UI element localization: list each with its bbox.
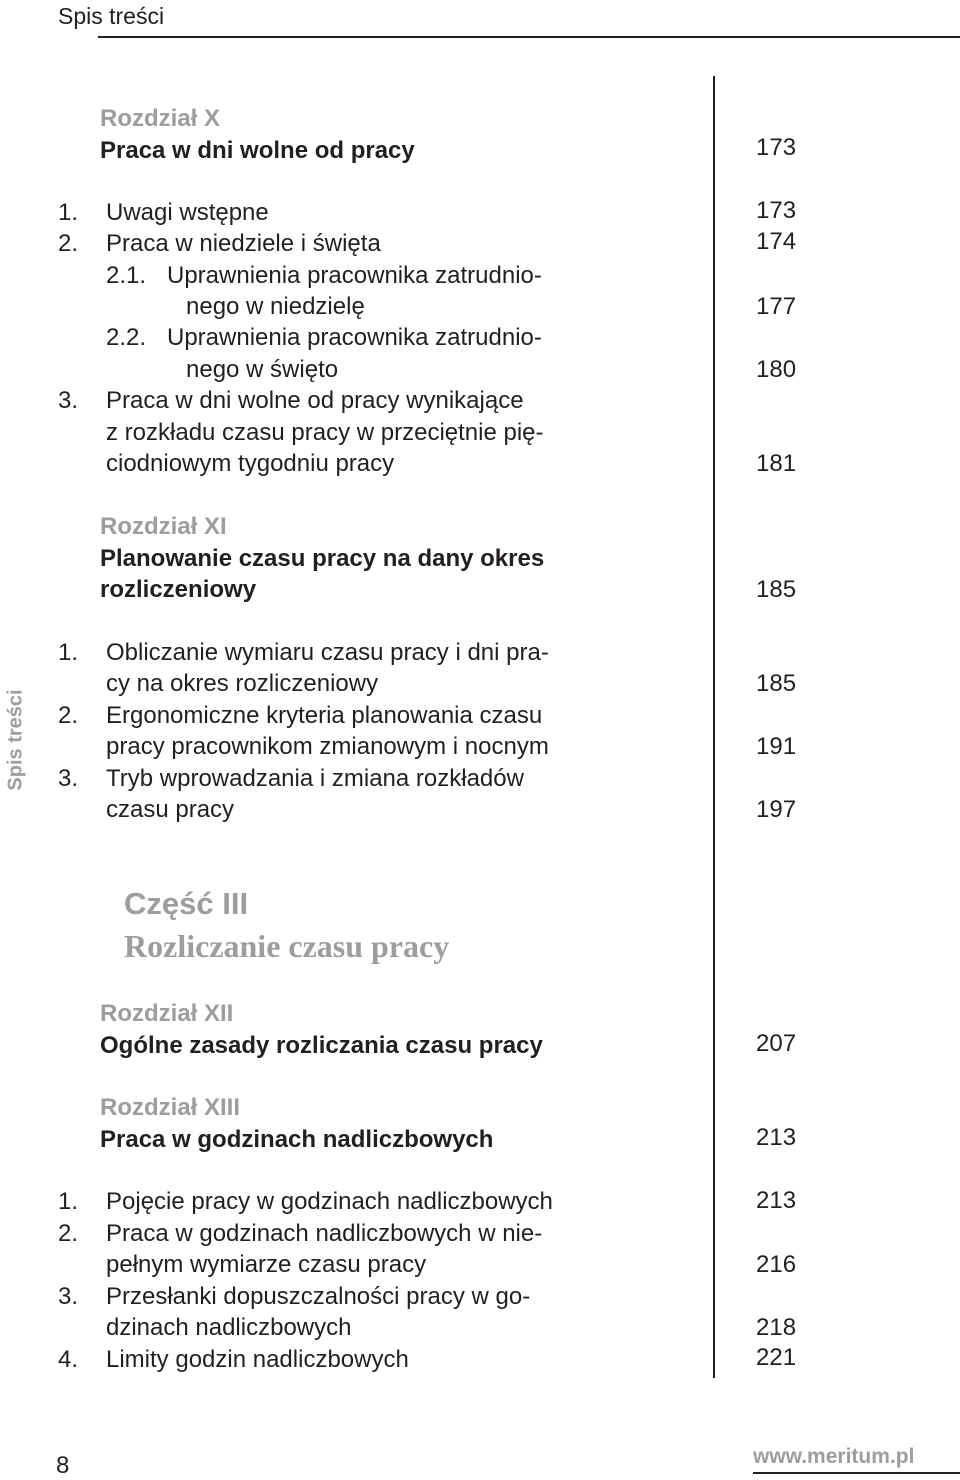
item-number: 2. xyxy=(58,230,79,257)
chapter-xi-label: Rozdział XI xyxy=(100,513,227,540)
chapter-xii-label: Rozdział XII xyxy=(100,1000,234,1027)
toc-entry-text: cy na okres rozliczeniowy xyxy=(106,670,379,697)
chapter-xii-page: 207 xyxy=(756,1030,797,1057)
running-header: Spis treści xyxy=(58,3,165,29)
part-number: Część III xyxy=(124,886,249,921)
page-number-column-divider xyxy=(713,76,715,1378)
toc-entry-text: Praca w godzinach nadliczbowych w nie- xyxy=(106,1220,543,1247)
toc-entry-text: Uprawnienia pracownika zatrudnio- xyxy=(167,324,542,351)
toc-entry-text: pełnym wymiarze czasu pracy xyxy=(106,1251,427,1278)
side-tab-label: Spis treści xyxy=(4,689,27,791)
chapter-x-label: Rozdział X xyxy=(100,105,221,132)
chapter-xii-title: Ogólne zasady rozliczania czasu pracy xyxy=(100,1032,543,1059)
toc-entry-page: 221 xyxy=(756,1344,797,1371)
footer-rule xyxy=(753,1472,960,1474)
toc-entry-page: 174 xyxy=(756,228,797,255)
toc-entry-text: Uprawnienia pracownika zatrudnio- xyxy=(167,262,542,289)
toc-entry-page: 218 xyxy=(756,1314,797,1341)
chapter-xiii-page: 213 xyxy=(756,1124,797,1151)
toc-entry-text: Ergonomiczne kryteria planowania czasu xyxy=(106,702,543,729)
toc-entry-text: Praca w niedziele i święta xyxy=(106,230,381,257)
chapter-xi-title: rozliczeniowy xyxy=(100,576,257,603)
part-title: Rozliczanie czasu pracy xyxy=(124,928,450,964)
chapter-x-page: 173 xyxy=(756,134,797,161)
toc-entry-text: Uwagi wstępne xyxy=(106,199,269,226)
toc-entry-page: 177 xyxy=(756,293,797,320)
toc-entry-page: 173 xyxy=(756,197,797,224)
toc-entry-text: Limity godzin nadliczbowych xyxy=(106,1346,409,1373)
item-number: 1. xyxy=(58,639,79,666)
item-number: 3. xyxy=(58,765,79,792)
toc-entry-text: Tryb wprowadzania i zmiana rozkładów xyxy=(106,765,524,792)
chapter-xiii-title: Praca w godzinach nadliczbowych xyxy=(100,1126,494,1153)
header-rule xyxy=(98,36,960,38)
toc-entry-page: 216 xyxy=(756,1251,797,1278)
toc-entry-page: 185 xyxy=(756,670,797,697)
toc-entry-text: ciodniowym tygodniu pracy xyxy=(106,450,395,477)
item-number: 4. xyxy=(58,1346,79,1373)
item-number: 2. xyxy=(58,1220,79,1247)
item-number: 2.1. xyxy=(106,262,147,289)
toc-entry-text: nego w święto xyxy=(186,356,339,383)
item-number: 1. xyxy=(58,199,79,226)
chapter-xi-title: Planowanie czasu pracy na dany okres xyxy=(100,545,545,572)
page-number: 8 xyxy=(56,1452,70,1479)
toc-entry-text: Praca w dni wolne od pracy wynikające xyxy=(106,387,524,414)
item-number: 3. xyxy=(58,387,79,414)
toc-entry-page: 181 xyxy=(756,450,797,477)
toc-entry-page: 191 xyxy=(756,733,797,760)
toc-entry-page: 213 xyxy=(756,1187,797,1214)
toc-entry-page: 197 xyxy=(756,796,797,823)
item-number: 2.2. xyxy=(106,324,147,351)
toc-entry-text: nego w niedzielę xyxy=(186,293,365,320)
item-number: 1. xyxy=(58,1188,79,1215)
side-tab xyxy=(0,640,32,840)
toc-entry-text: czasu pracy xyxy=(106,796,235,823)
chapter-xi-page: 185 xyxy=(756,576,797,603)
chapter-xiii-label: Rozdział XIII xyxy=(100,1094,241,1121)
toc-entry-text: Obliczanie wymiaru czasu pracy i dni pra- xyxy=(106,639,549,666)
toc-entry-text: z rozkładu czasu pracy w przeciętnie pię- xyxy=(106,419,544,446)
toc-entry-page: 180 xyxy=(756,356,797,383)
item-number: 3. xyxy=(58,1283,79,1310)
toc-entry-text: Przesłanki dopuszczalności pracy w go- xyxy=(106,1283,531,1310)
publisher-url: www.meritum.pl xyxy=(753,1445,915,1468)
toc-entry-text: Pojęcie pracy w godzinach nadliczbowych xyxy=(106,1188,553,1215)
chapter-x-title: Praca w dni wolne od pracy xyxy=(100,137,415,164)
item-number: 2. xyxy=(58,702,79,729)
toc-entry-text: dzinach nadliczbowych xyxy=(106,1314,352,1341)
toc-entry-text: pracy pracownikom zmianowym i nocnym xyxy=(106,733,549,760)
